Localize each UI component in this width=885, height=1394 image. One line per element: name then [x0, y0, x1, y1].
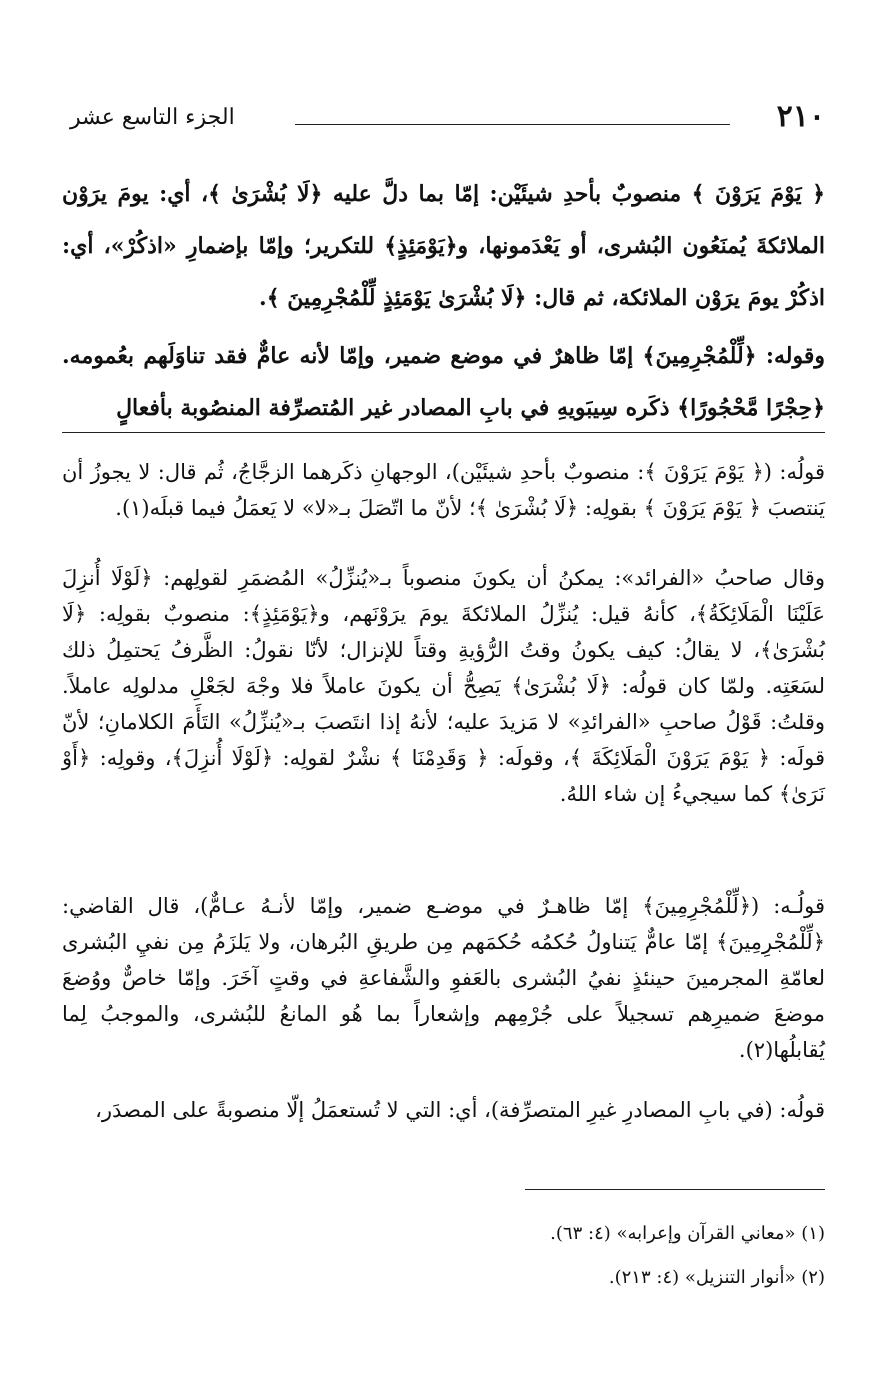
commentary-paragraph-3 [62, 888, 825, 1068]
commentary-paragraph-1 [62, 454, 825, 526]
page-header [70, 100, 825, 140]
main-text-paragraph-1 [62, 168, 825, 324]
page-number: ٢١٠ [776, 99, 825, 134]
commentary-paragraph-4 [62, 1092, 825, 1128]
footnote-1: (١) «معاني القرآن وإعرابه» (٤: ٦٣). [550, 1223, 825, 1244]
commentary-paragraph-2 [62, 560, 825, 812]
main-paragraph: وقوله: ﴿لِّلْمُجْرِمِينَ﴾ إمّا ظاهرٌ في موضع ضمير، وإمّا لأنه عامٌّ فقد تناوَلَهم بعُمومه. ﴿حِجْرًا مَّحْجُورًا﴾ ذكَره سِيبَويهِ في بابِ المصادر غير المُتصرِّفة المنصُوبة بأفعالٍ [62, 343, 825, 421]
footnote-2: (٢) «أنوار التنزيل» (٤: ٢١٣). [608, 1267, 825, 1288]
footnote-rule [525, 1189, 825, 1190]
running-title: الجزء التاسع عشر [70, 105, 235, 130]
main-text-paragraph-2 [62, 330, 825, 434]
commentary-paragraph: قولُه: (في بابِ المصادرِ غيرِ المتصرِّفة)، أي: التي لا تُستعمَلُ إلّا منصوبةً على المصدَر، [95, 1098, 825, 1122]
commentary-paragraph: قولُـه: (﴿لِّلْمُجْرِمِينَ﴾ إمّا ظاهـرٌ في موضـع ضمير، وإمّا لأنـهُ عـامٌّ)، قال القاضي: ﴿لِّلْمُجْرِمِينَ﴾ إمّا عامٌّ يَتناولُ حُكمُه حُكمَهم مِن طريقِ البُرهان، ولا يَلزَمُ مِن نفيِ البُشرى لعامّةِ المجرمينَ حينئذٍ نفيُ البُشرى بالعَفوِ والشَّفاعةِ في وقتٍ آخَرَ. وإمّا خاصٌّ ووُضعَ موضعَ ضميرِهم تسجيلاً على جُرْمِهم وإشعاراً بما هُو المانعُ للبُشرى، والموجبُ لِما يُقابلُها(٢). [62, 894, 825, 1062]
main-paragraph: ﴿ يَوْمَ يَرَوْنَ ﴾ منصوبٌ بأحدِ شيئَيْن: إمّا بما دلَّ عليه ﴿لَا بُشْرَىٰ ﴾، أي: يومَ يرَوْن الملائكةَ يُمنَعُون البُشرى، أو يَعْدَمونها، و﴿يَوْمَئِذٍ﴾ للتكرير؛ وإمّا بإضمارِ «اذكُرْ»، أي: اذكُرْ يومَ يرَوْن الملائكة، ثم قال: ﴿لَا بُشْرَىٰ يَوْمَئِذٍ لِّلْمُجْرِمِينَ ﴾. [62, 181, 825, 311]
commentary-paragraph: قولُه: (﴿ يَوْمَ يَرَوْنَ ﴾: منصوبٌ بأحدِ شيئَيْن)، الوجهانِ ذكَرهما الزجَّاجُ، ثُم قال: لا يجوزُ أن يَنتصبَ ﴿ يَوْمَ يَرَوْنَ ﴾ بقولِه: ﴿لَا بُشْرَىٰ ﴾؛ لأنّ ما اتّصَلَ بـ«لا» لا يَعمَلُ فيما قبلَه(١). [62, 460, 825, 520]
header-rule [295, 124, 730, 125]
commentary-paragraph: وقال صاحبُ «الفرائد»: يمكنُ أن يكونَ منصوباً بـ«يُنزِّلُ» المُضمَرِ لقولِهم: ﴿لَوْلَا أُنزِلَ عَلَيْنَا الْمَلَائِكَةُ﴾، كأنهُ قيل: يُنزِّلُ الملائكةَ يومَ يرَوْنَهم، و﴿يَوْمَئِذٍ﴾: منصوبٌ بقولِه: ﴿لَا بُشْرَىٰ﴾، لا يقالُ: كيف يكونُ وقتُ الرُّؤيةِ وقتاً للإنزال؛ لأنّا نقولُ: الظَّرفُ يَحتمِلُ ذلك لسَعَتِه. ولمّا كان قولُه: ﴿لَا بُشْرَىٰ﴾ يَصِحُّ أن يكونَ عاملاً فلا وجْهَ لجَعْلِ مدلولِه عاملاً. وقلتُ: قَوْلُ صاحبِ «الفرائدِ» لا مَزيدَ عليه؛ لأنهُ إذا انتَصبَ بـ«يُنزِّلُ» التَأَمَ الكلامانِ؛ لأنّ قولَه: ﴿ يَوْمَ يَرَوْنَ الْمَلَائِكَةَ ﴾، وقولَه: ﴿ وَقَدِمْنَا ﴾ نشْرٌ لقولِه: ﴿لَوْلَا أُنزِلَ﴾، وقولِه: ﴿أَوْ نَرَىٰ﴾ كما سيجيءُ إن شاء اللهُ. [62, 566, 825, 806]
footnotes [62, 1212, 825, 1300]
main-commentary-separator [62, 432, 825, 433]
